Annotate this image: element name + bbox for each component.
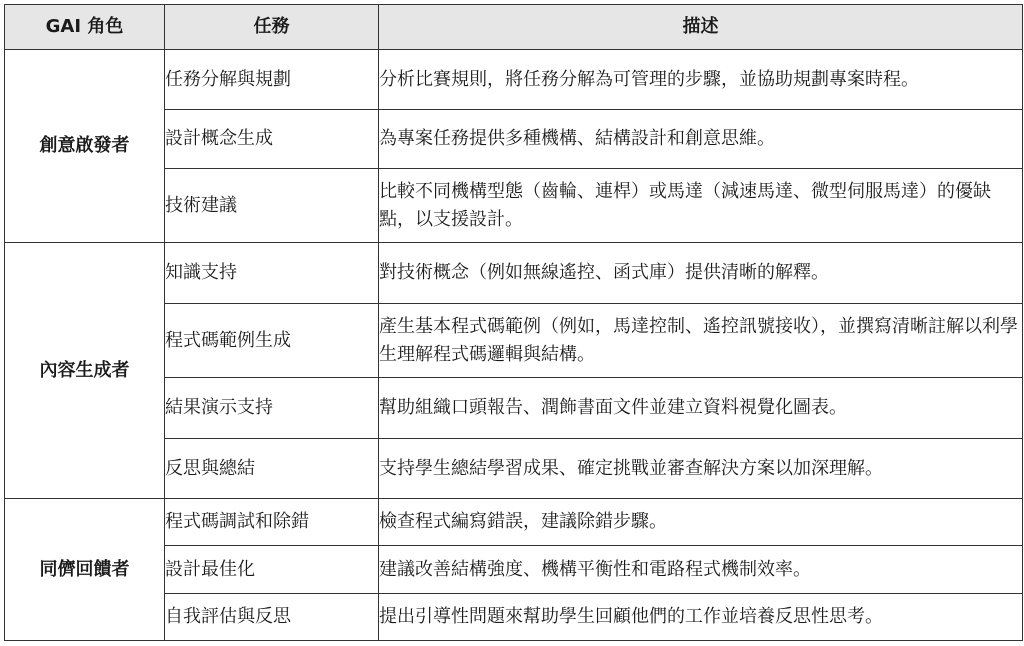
task-cell: 程式碼調試和除錯 <box>165 499 379 546</box>
description-cell: 幫助組織口頭報告、潤飾書面文件並建立資料視覺化圖表。 <box>379 378 1023 439</box>
description-cell: 檢查程式編寫錯誤，建議除錯步驟。 <box>379 499 1023 546</box>
description-cell: 分析比賽規則，將任務分解為可管理的步驟，並協助規劃專案時程。 <box>379 50 1023 110</box>
gai-roles-table <box>4 4 1023 641</box>
description-cell: 產生基本程式碼範例（例如，馬達控制、遙控訊號接收），並撰寫清晰註解以利學生理解程式碼邏輯與結構。 <box>379 304 1023 378</box>
task-cell: 自我評估與反思 <box>165 594 379 641</box>
task-cell: 知識支持 <box>165 243 379 304</box>
role-cell-creative-inspirer: 創意啟發者 <box>5 50 165 243</box>
table-header-row <box>5 5 1023 50</box>
header-role: GAI 角色 <box>5 5 165 50</box>
role-cell-content-generator: 內容生成者 <box>5 243 165 499</box>
header-task: 任務 <box>165 5 379 50</box>
description-cell: 為專案任務提供多種機構、結構設計和創意思維。 <box>379 110 1023 169</box>
description-cell: 對技術概念（例如無線遙控、函式庫）提供清晰的解釋。 <box>379 243 1023 304</box>
header-description: 描述 <box>379 5 1023 50</box>
task-cell: 任務分解與規劃 <box>165 50 379 110</box>
table-row <box>5 50 1023 110</box>
table-row <box>5 243 1023 304</box>
role-cell-peer-feedback: 同儕回饋者 <box>5 499 165 641</box>
task-cell: 結果演示支持 <box>165 378 379 439</box>
task-cell: 設計最佳化 <box>165 546 379 594</box>
task-cell: 技術建議 <box>165 169 379 243</box>
task-cell: 程式碼範例生成 <box>165 304 379 378</box>
description-cell: 比較不同機構型態（齒輪、連桿）或馬達（減速馬達、微型伺服馬達）的優缺點，以支援設計。 <box>379 169 1023 243</box>
task-cell: 反思與總結 <box>165 439 379 499</box>
description-cell: 支持學生總結學習成果、確定挑戰並審查解決方案以加深理解。 <box>379 439 1023 499</box>
task-cell: 設計概念生成 <box>165 110 379 169</box>
description-cell: 提出引導性問題來幫助學生回顧他們的工作並培養反思性思考。 <box>379 594 1023 641</box>
description-cell: 建議改善結構強度、機構平衡性和電路程式機制效率。 <box>379 546 1023 594</box>
table-row <box>5 499 1023 546</box>
